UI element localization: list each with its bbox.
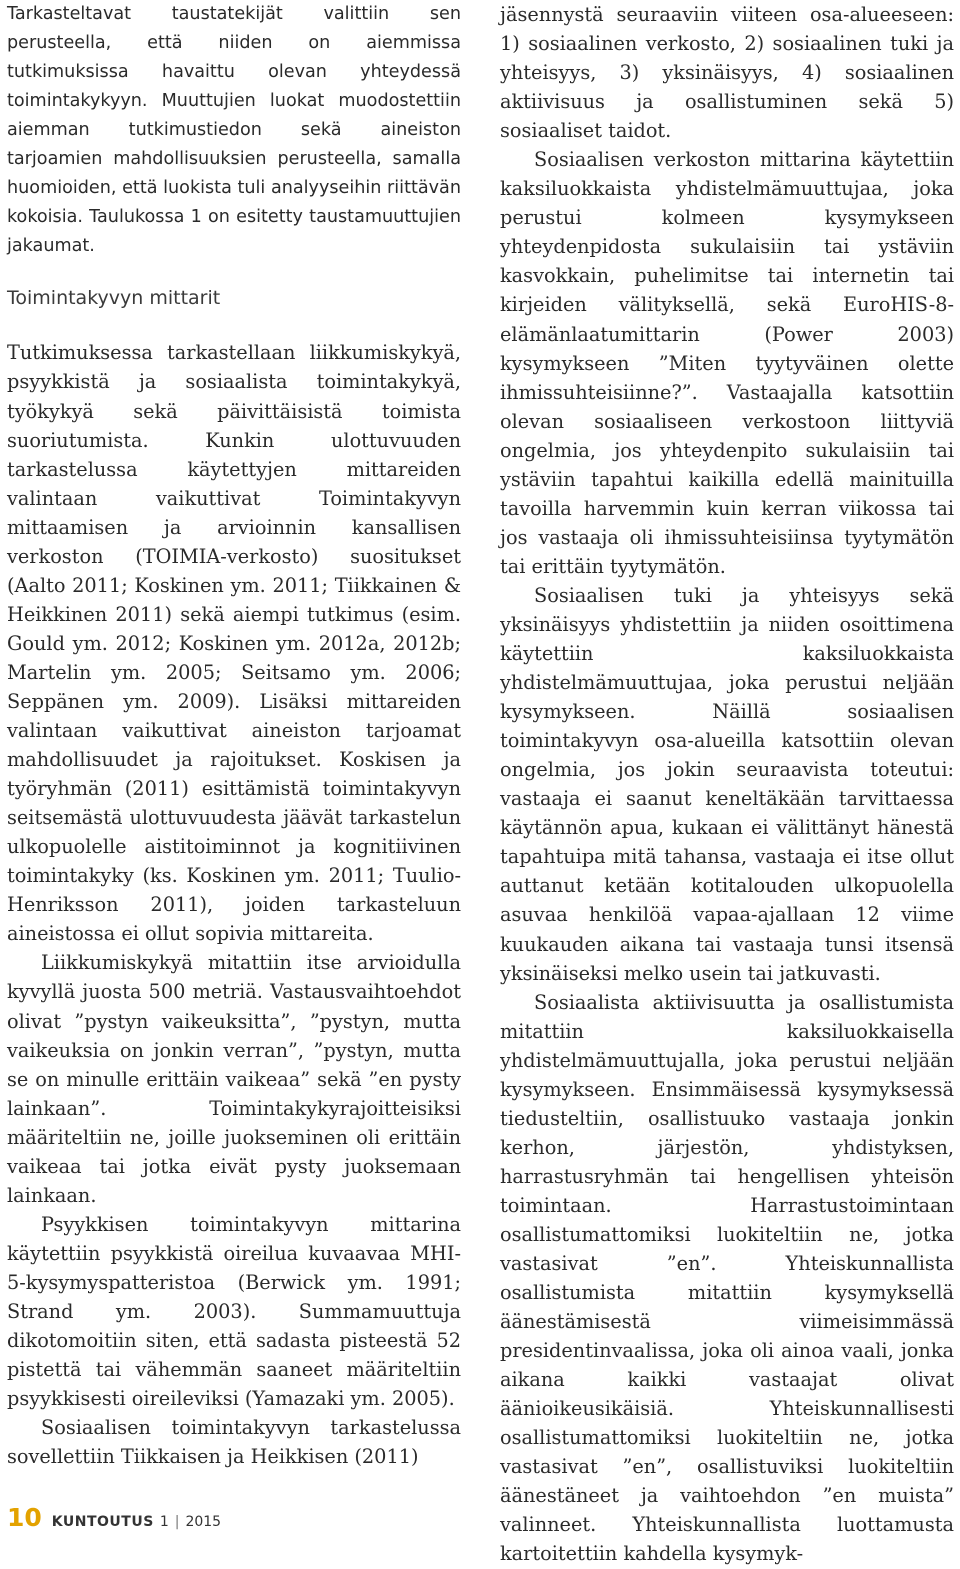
paragraph-measures-intro: Tutkimuksessa tarkastellaan liikkumiskykyä, psyykkistä ja sosiaalista toimintakykyä, työkykyä sekä päivittäisistä toimista suoriutumista. Kunkin ulottuvuuden tarkastelussa käytettyjen mittareiden valintaan vaikuttivat Toimintakyvyn mittaamisen ja arvioinnin kansallisen verkoston (TOIMIA-verkosto) suositukset (Aalto 2011; Koskinen ym. 2011; Tiikkainen & Heikkinen 2011) sekä aiempi tutkimus (esim. Gould ym. 2012; Koskinen ym. 2012a, 2012b; Martelin ym. 2005; Seitsamo ym. 2006; Seppänen ym. 2009). Lisäksi mittareiden valintaan vaikuttivat aineiston tarjoamat mahdollisuudet ja rajoitukset. Koskisen ja työryhmän (2011) esittämistä toimintakyvyn seitsemästä ulottuvuudesta jäävät tarkastelun ulkopuolelle aistitoiminnot ja kognitiivinen toimintakyky (ks. Koskinen ym. 2011; Tuulio-Henriksson 2011), joiden tarkasteluun aineistossa ei ollut sopivia mittareita. (7, 341, 461, 946)
page-number: 10 (7, 1503, 42, 1532)
section-heading: Toimintakyvyn mittarit (7, 287, 221, 310)
paragraph-background-variables: Tarkasteltavat taustatekijät valittiin sen perusteella, että niiden on aiemmissa tutkimuksissa havaittu olevan yhteydessä toimintakykyyn. Muuttujien luokat muodostettiin aiemman tutkimustiedon sekä aineiston tarjoamien mahdollisuuksien perusteella, samalla huomioiden, että luokista tuli analyyseihin riittävän kokoisia. Taulukossa 1 on esitetty taustamuuttujien jakaumat. (7, 4, 461, 257)
paragraph-social-support: Sosiaalisen tuki ja yhteisyys sekä yksinäisyys yhdistettiin ja niiden osoittimena käytettiin kaksiluokkaista yhdistelmämuuttujaa, joka perustui neljään kysymykseen. Näillä sosiaalisen toimintakyvyn osa-alueilla katsottiin olevan ongelmia, jos jokin seuraavista toteutui: vastaaja ei saanut keneltäkään tarvittaessa käytännön apua, kukaan ei välittänyt hänestä tapahtuipa mitä tahansa, vastaaja ei itse ollut auttanut ketään kotitalouden ulkopuolella asuvaa henkilöä vapaa-ajallaan 12 viime kuukauden aikana tai vastaaja tunsi itsensä yksinäiseksi melko usein tai jatkuvasti. (500, 583, 954, 985)
paragraph-social-activity: Sosiaalista aktiivisuutta ja osallistumista mitattiin kaksiluokkaisella yhdistelmämuuttujalla, joka perustui neljään kysymykseen. Ensimmäisessä kysymyksessä tiedusteltiin, osallistuuko vastaaja jonkin kerhon, järjestön, yhdistyksen, harrastusryhmän tai hengellisen yhteisön toimintaan. Harrastustoimintaan osallistumattomiksi luokiteltiin ne, jotka vastasivat ”en”. Yhteiskunnallista osallistumista mitattiin kysymyksellä äänestämisestä viimeisimmässä presidentinvaalissa, joka oli ainoa vaali, jonka aikana kaikki vastaajat olivat äänioikeusikäisiä. Yhteiskunnallisesti osallistumattomiksi luokiteltiin ne, jotka vastasivat ”en”, osallistuviksi luokiteltiin äänestäneet ja vaihtoehdon ”en muista” valinneet. Yhteiskunnallista luottamusta kartoitettiin kahdella kysymyk- (500, 990, 954, 1566)
right-column (500, 0, 954, 1569)
paragraph-social-areas: jäsennystä seuraaviin viiteen osa-alueeseen: 1) sosiaalinen verkosto, 2) sosiaalinen tuki ja yhteisyys, 3) yksinäisyys, 4) sosiaalinen aktiivisuus ja osallistuminen sekä 5) sosiaaliset taidot. (500, 3, 954, 143)
journal-name: KUNTOUTUS (51, 1514, 154, 1530)
paragraph-social-start: Sosiaalisen toimintakyvyn tarkastelussa sovellettiin Tiikkaisen ja Heikkisen (2011) (7, 1416, 461, 1469)
paragraph-social-network: Sosiaalisen verkoston mittarina käytettiin kaksiluokkaista yhdistelmämuuttujaa, joka perustui kolmeen kysymykseen yhteydenpidosta sukulaisiin tai ystäviin kasvokkain, puhelimitse tai internetin tai kirjeiden välityksellä, sekä EuroHIS-8-elämänlaatumittarin (Power 2003) kysymykseen ”Miten tyytyväinen olette ihmissuhteisiinne?”. Vastaajalla katsottiin olevan sosiaaliseen verkostoon liittyviä ongelmia, jos yhteydenpito sukulaisiin tai ystäviin tapahtui kaikilla edellä mainituilla tavoilla harvemmin kuin kerran viikossa tai jos vastaaja oli ihmissuhteisiinsa tyytymätön tai erittäin tyytymätön. (500, 148, 954, 578)
paragraph-psychological: Psyykkisen toimintakyvyn mittarina käytettiin psyykkistä oireilua kuvaavaa MHI-5-kysymyspatteristoa (Berwick ym. 1991; Strand ym. 2003). Summamuuttuja dikotomoitiin siten, että sadasta pisteestä 52 pistettä tai vähemmän saaneet määriteltiin psyykkisesti oireileviksi (Yamazaki ym. 2005). (7, 1212, 461, 1411)
footer-separator: | (174, 1514, 180, 1530)
issue-number: 1 (159, 1514, 169, 1530)
left-column (7, 0, 461, 1471)
page-footer (7, 1503, 221, 1533)
paragraph-mobility: Liikkumiskykyä mitattiin itse arvioidulla kyvyllä juosta 500 metriä. Vastausvaihtoehdot olivat ”pystyn vaikeuksitta”, ”pystyn, mutta vaikeuksia on jonkin verran”, ”pystyn, mutta se on minulle erittäin vaikeaa” sekä ”en pysty lainkaan”. Toimintakykyrajoitteisiksi määriteltiin ne, joille juokseminen oli erittäin vaikeaa tai jotka eivät pysty juoksemaan lainkaan. (7, 951, 461, 1207)
issue-year: 2015 (185, 1514, 222, 1530)
